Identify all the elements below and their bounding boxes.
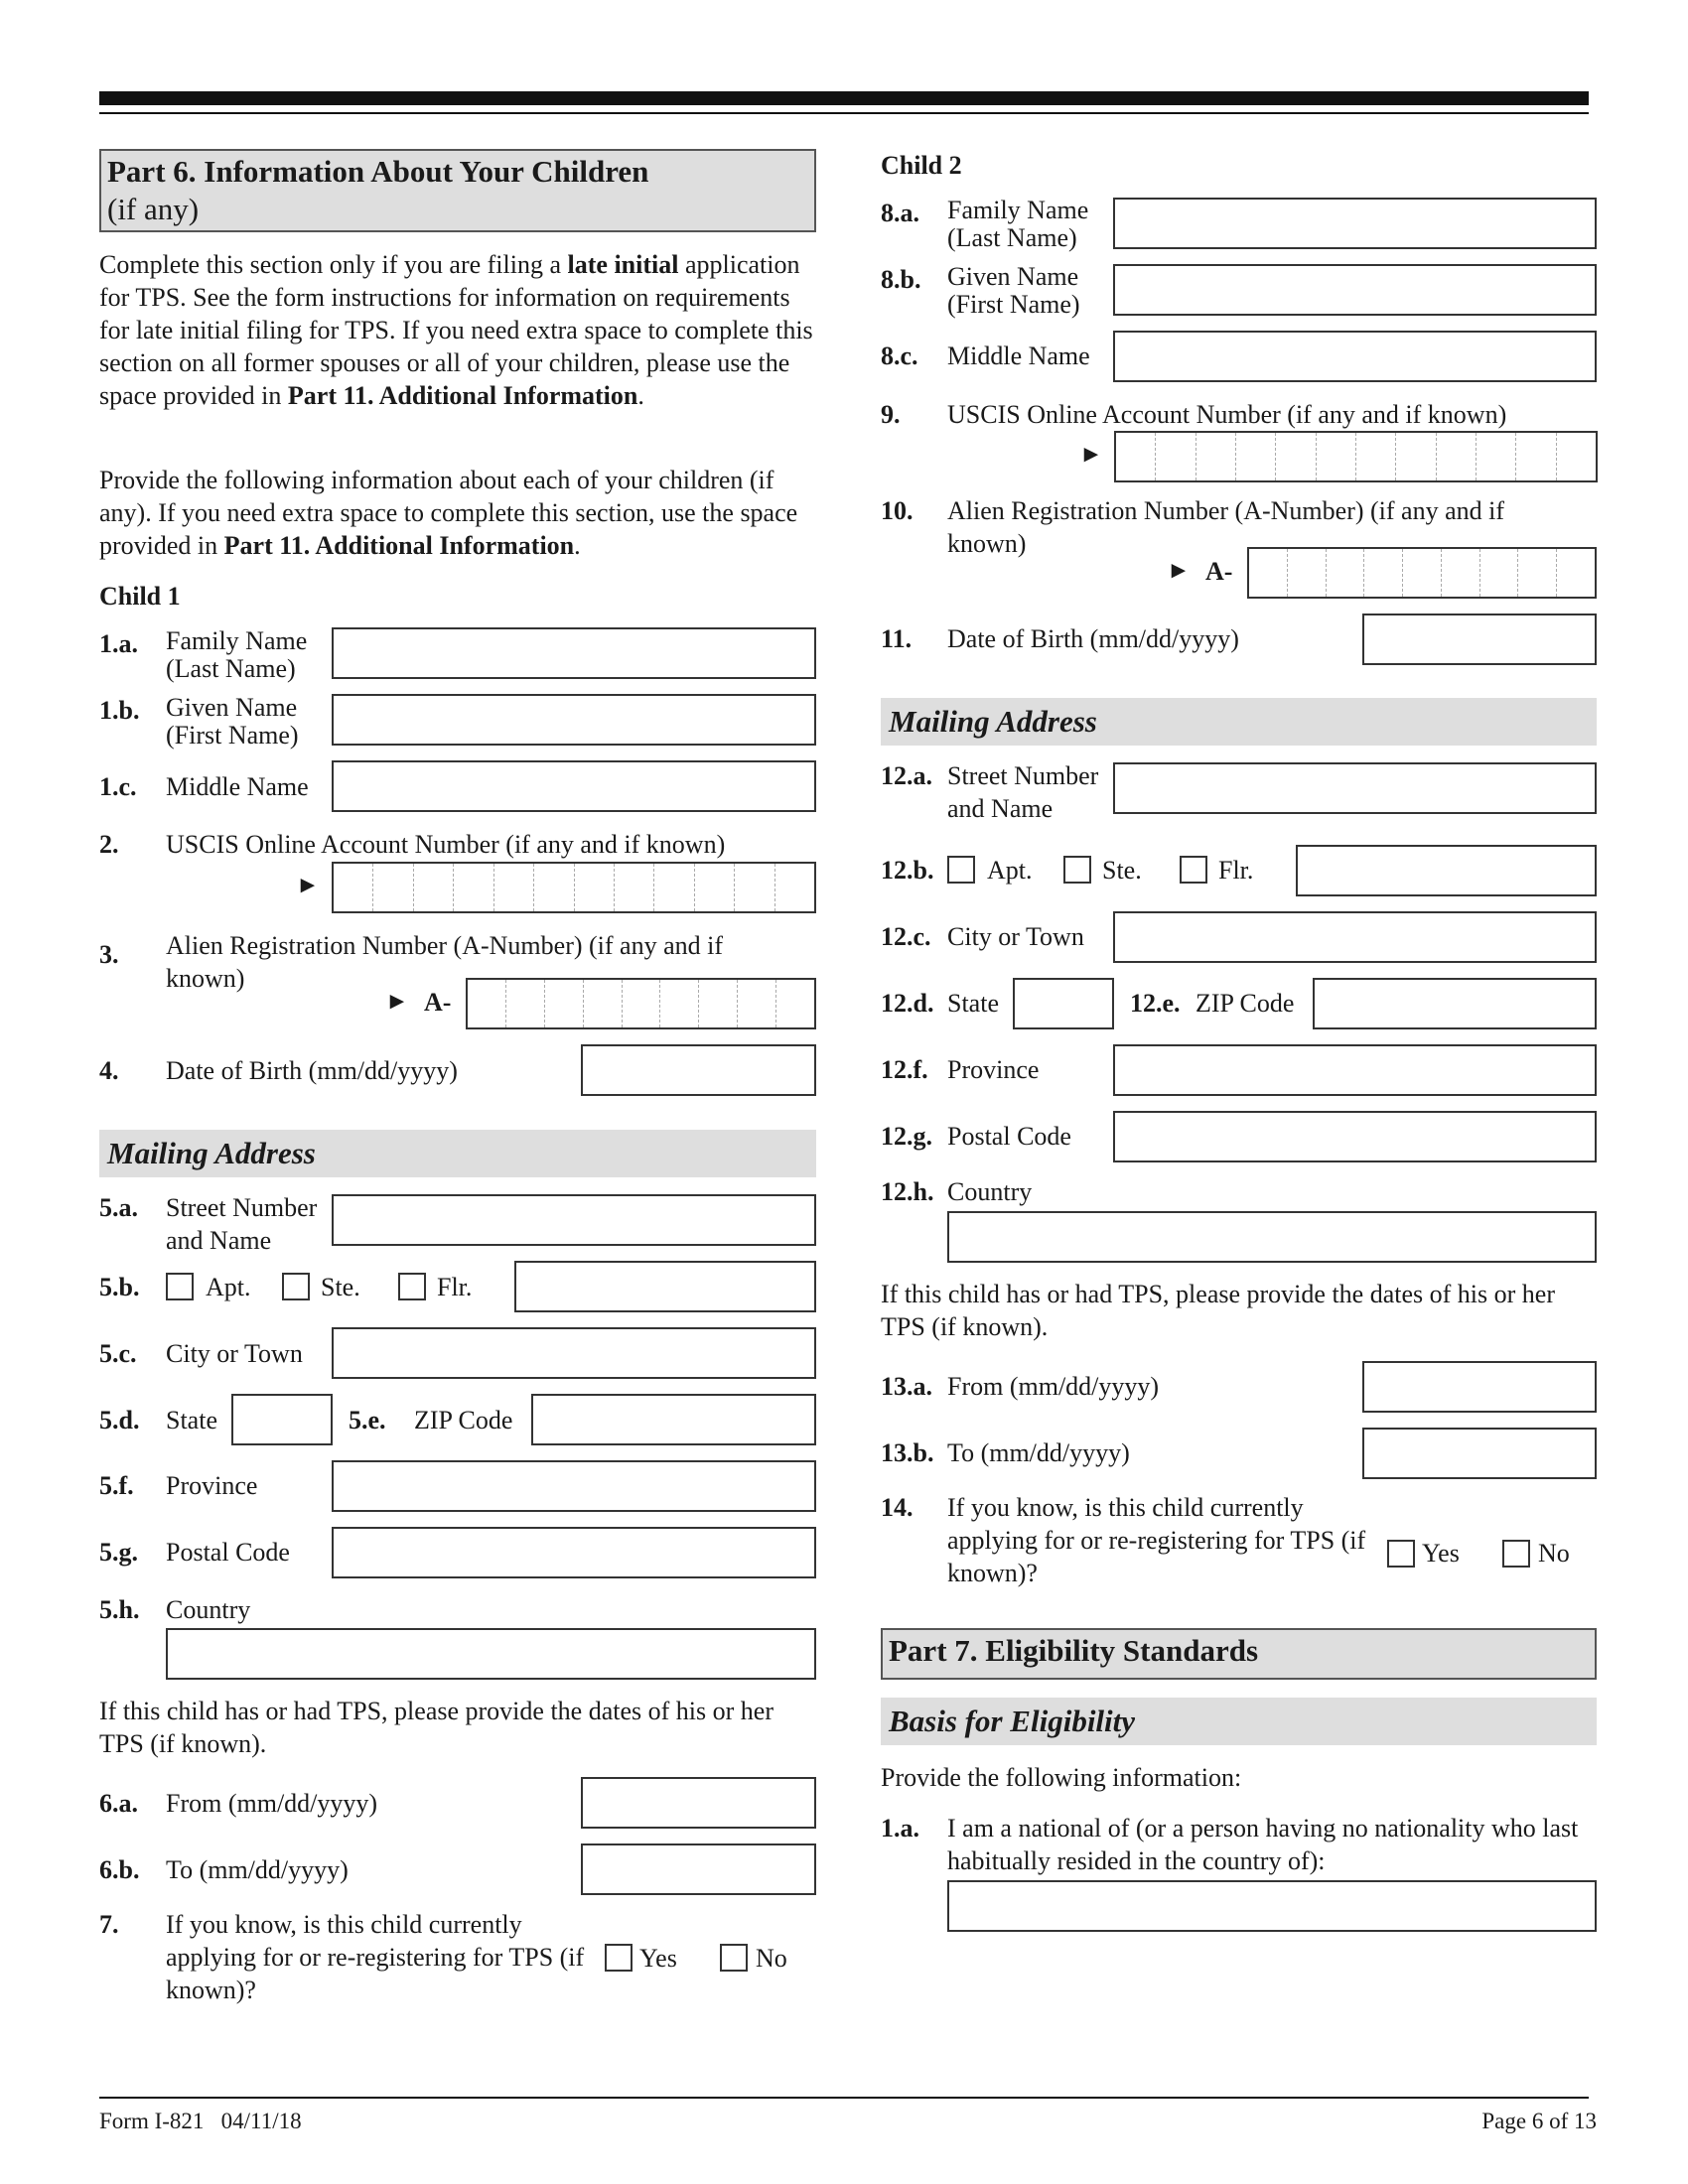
item-14-number: 14. — [881, 1493, 914, 1522]
dob-label: Date of Birth (mm/dd/yyyy) — [947, 624, 1239, 653]
intro1-text-c: application for TPS. See the form instructions for information on requirements for late initial filing for TPS. If you need extra space to complete this section on all former spouses or all of your children, please use the space provided in — [99, 250, 813, 410]
child1-family-name-input[interactable] — [332, 627, 816, 679]
child2-postal-input[interactable] — [1113, 1111, 1597, 1162]
item-12b-number: 12.b. — [881, 856, 934, 885]
item-8c-number: 8.c. — [881, 341, 918, 370]
zip-label: ZIP Code — [414, 1406, 513, 1434]
flr-checkbox[interactable] — [398, 1273, 426, 1300]
child1-mailing-heading: Mailing Address — [99, 1130, 816, 1177]
a-prefix: A- — [424, 988, 452, 1017]
no-checkbox[interactable] — [1502, 1540, 1530, 1568]
given-name-label-l1: Given Name — [166, 693, 298, 722]
arrow-icon: ► — [1079, 442, 1103, 468]
item-2-number: 2. — [99, 830, 119, 859]
item-1b-number: 1.b. — [99, 696, 140, 725]
child1-street-input[interactable] — [332, 1194, 816, 1246]
child1-uscis-account-input[interactable] — [332, 862, 816, 913]
item-9-number: 9. — [881, 400, 901, 429]
province-label: Province — [166, 1471, 258, 1500]
ste-label: Ste. — [321, 1273, 360, 1301]
child1-city-input[interactable] — [332, 1327, 816, 1379]
given-name-label-l2: (First Name) — [947, 290, 1080, 319]
child1-to-input[interactable] — [581, 1843, 816, 1895]
street-label — [166, 1191, 317, 1257]
intro2-bold-b: Part 11. Additional Information — [223, 531, 575, 560]
part6-intro-1 — [99, 248, 816, 412]
ste-label: Ste. — [1102, 856, 1142, 885]
family-name-label-l2: (Last Name) — [947, 223, 1077, 252]
child1-from-input[interactable] — [581, 1777, 816, 1829]
city-label: City or Town — [166, 1339, 303, 1368]
national-country-input[interactable] — [947, 1880, 1597, 1932]
item-7-number: 7. — [99, 1910, 119, 1939]
ste-checkbox[interactable] — [282, 1273, 310, 1300]
item-4-number: 4. — [99, 1056, 119, 1085]
arrow-icon: ► — [1167, 558, 1191, 584]
country-label: Country — [947, 1177, 1033, 1206]
from-label: From (mm/dd/yyyy) — [947, 1372, 1160, 1401]
child1-dob-input[interactable] — [581, 1044, 816, 1096]
item-5g-number: 5.g. — [99, 1538, 138, 1567]
child2-city-input[interactable] — [1113, 911, 1597, 963]
item-5a-number: 5.a. — [99, 1193, 138, 1222]
postal-label: Postal Code — [947, 1122, 1071, 1151]
arrow-icon: ► — [296, 873, 320, 898]
child1-tps-note: If this child has or had TPS, please provide the dates of his or her TPS (if known). — [99, 1697, 774, 1758]
item-13b-number: 13.b. — [881, 1438, 934, 1467]
child1-given-name-input[interactable] — [332, 694, 816, 746]
no-label: No — [756, 1944, 787, 1973]
child2-province-input[interactable] — [1113, 1044, 1597, 1096]
child2-state-input[interactable] — [1013, 978, 1114, 1029]
part6-subtitle: (if any) — [107, 192, 200, 226]
footer-form-id: Form I-821 04/11/18 — [99, 2109, 302, 2133]
child2-unit-input[interactable] — [1296, 845, 1597, 896]
arrow-icon: ► — [385, 989, 409, 1015]
item-8b-number: 8.b. — [881, 265, 921, 294]
item-12e-number: 12.e. — [1130, 989, 1181, 1018]
state-label: State — [947, 989, 999, 1018]
intro1-text-e: . — [637, 381, 644, 410]
footer-rule — [99, 2097, 1589, 2099]
item-3-number: 3. — [99, 940, 119, 969]
child2-from-input[interactable] — [1362, 1361, 1597, 1413]
middle-name-label: Middle Name — [947, 341, 1090, 370]
child2-given-name-input[interactable] — [1113, 264, 1597, 316]
street-label — [947, 759, 1098, 825]
child1-postal-input[interactable] — [332, 1527, 816, 1578]
child2-dob-input[interactable] — [1362, 614, 1597, 665]
intro1-text-a: Complete this section only if you are filing a — [99, 250, 568, 279]
state-label: State — [166, 1406, 217, 1434]
item-1a-number: 1.a. — [99, 629, 138, 658]
part6-title: Part 6. Information About Your Children — [107, 154, 649, 189]
apt-label: Apt. — [206, 1273, 251, 1301]
item-5f-number: 5.f. — [99, 1471, 134, 1500]
intro1-bold-d: Part 11. Additional Information — [287, 381, 638, 410]
family-name-label-l1: Family Name — [947, 196, 1089, 224]
item-10-number: 10. — [881, 496, 914, 525]
part7-header — [881, 1628, 1597, 1680]
no-checkbox[interactable] — [720, 1944, 748, 1972]
family-name-label-l1: Family Name — [166, 626, 308, 655]
given-name-label — [166, 694, 299, 750]
item-12h-number: 12.h. — [881, 1177, 934, 1206]
child1-heading: Child 1 — [99, 582, 181, 611]
apt-checkbox[interactable] — [947, 856, 975, 884]
middle-name-label: Middle Name — [166, 772, 309, 801]
child2-country-input[interactable] — [947, 1211, 1597, 1263]
child2-heading: Child 2 — [881, 151, 962, 180]
family-name-label — [947, 197, 1088, 252]
footer-page-number: Page 6 of 13 — [1481, 2109, 1597, 2133]
yes-checkbox[interactable] — [1387, 1540, 1415, 1568]
item-5h-number: 5.h. — [99, 1595, 140, 1624]
child2-zip-input[interactable] — [1313, 978, 1597, 1029]
no-label: No — [1538, 1539, 1570, 1568]
item-5c-number: 5.c. — [99, 1339, 137, 1368]
given-name-label-l1: Given Name — [947, 262, 1079, 291]
applying-question: If you know, is this child currently applying for or re-registering for TPS (if known)? — [947, 1493, 1366, 1587]
ste-checkbox[interactable] — [1063, 856, 1091, 884]
to-label: To (mm/dd/yyyy) — [166, 1855, 349, 1884]
child1-a-number-input[interactable] — [466, 978, 816, 1029]
applying-question: If you know, is this child currently applying for or re-registering for TPS (if known)? — [166, 1910, 585, 2004]
item-11-number: 11. — [881, 624, 913, 653]
provide-info-text: Provide the following information: — [881, 1763, 1242, 1792]
a-number-label: Alien Registration Number (A-Number) (if any and if known) — [166, 931, 724, 993]
given-name-label — [947, 263, 1080, 319]
to-label: To (mm/dd/yyyy) — [947, 1438, 1130, 1467]
child1-province-input[interactable] — [332, 1460, 816, 1512]
item-12a-number: 12.a. — [881, 761, 932, 790]
postal-label: Postal Code — [166, 1538, 290, 1567]
child2-uscis-account-input[interactable] — [1114, 431, 1598, 482]
top-thin-rule — [99, 112, 1589, 114]
family-name-label-l2: (Last Name) — [166, 654, 296, 683]
child1-middle-name-input[interactable] — [332, 760, 816, 812]
item-5e-number: 5.e. — [349, 1406, 386, 1434]
uscis-account-label: USCIS Online Account Number (if any and if known) — [947, 400, 1507, 429]
flr-checkbox[interactable] — [1180, 856, 1207, 884]
from-label: From (mm/dd/yyyy) — [166, 1789, 378, 1818]
child2-a-number-input[interactable] — [1247, 547, 1597, 599]
item-12f-number: 12.f. — [881, 1055, 928, 1084]
apt-checkbox[interactable] — [166, 1273, 194, 1300]
child2-middle-name-input[interactable] — [1113, 331, 1597, 382]
item-7-1a-number: 1.a. — [881, 1814, 919, 1843]
part6-intro-2 — [99, 464, 816, 562]
item-5b-number: 5.b. — [99, 1273, 140, 1301]
flr-label: Flr. — [437, 1273, 473, 1301]
family-name-label — [166, 627, 307, 683]
item-1c-number: 1.c. — [99, 772, 137, 801]
uscis-account-label: USCIS Online Account Number (if any and if known) — [166, 830, 726, 859]
a-number-label: Alien Registration Number (A-Number) (if any and if known) — [947, 496, 1505, 558]
item-6b-number: 6.b. — [99, 1855, 140, 1884]
child2-family-name-input[interactable] — [1113, 198, 1597, 249]
top-thick-rule — [99, 91, 1589, 105]
part7-title: Part 7. Eligibility Standards — [889, 1633, 1259, 1668]
apt-label: Apt. — [987, 856, 1033, 885]
part6-header — [99, 149, 816, 232]
city-label: City or Town — [947, 922, 1084, 951]
item-6a-number: 6.a. — [99, 1789, 138, 1818]
given-name-label-l2: (First Name) — [166, 721, 299, 750]
basis-heading: Basis for Eligibility — [881, 1698, 1597, 1745]
item-12g-number: 12.g. — [881, 1122, 932, 1151]
zip-label: ZIP Code — [1196, 989, 1295, 1018]
item-13a-number: 13.a. — [881, 1372, 932, 1401]
child2-street-input[interactable] — [1113, 762, 1597, 814]
province-label: Province — [947, 1055, 1040, 1084]
a-prefix: A- — [1205, 557, 1233, 586]
yes-checkbox[interactable] — [605, 1944, 633, 1972]
national-label: I am a national of (or a person having no nationality who last habitually resided in the country of): — [947, 1814, 1579, 1875]
yes-label: Yes — [1422, 1539, 1460, 1568]
item-8a-number: 8.a. — [881, 199, 919, 227]
street-label-l1: Street Number — [166, 1193, 318, 1222]
item-12d-number: 12.d. — [881, 989, 934, 1018]
child1-unit-input[interactable] — [514, 1261, 816, 1312]
item-5d-number: 5.d. — [99, 1406, 140, 1434]
child1-zip-input[interactable] — [531, 1394, 816, 1445]
intro1-bold-b: late initial — [567, 250, 679, 279]
intro2-text-a: Provide the following information about each of your children (if any). If you need extra space to complete this section, use the space provided in — [99, 466, 798, 560]
street-label-l1: Street Number — [947, 761, 1099, 790]
street-label-l2: and Name — [166, 1226, 272, 1255]
child2-mailing-heading: Mailing Address — [881, 698, 1597, 746]
street-label-l2: and Name — [947, 794, 1054, 823]
child2-tps-note: If this child has or had TPS, please provide the dates of his or her TPS (if known). — [881, 1280, 1555, 1341]
country-label: Country — [166, 1595, 251, 1624]
child2-to-input[interactable] — [1362, 1428, 1597, 1479]
intro2-text-c: . — [574, 531, 581, 560]
item-12c-number: 12.c. — [881, 922, 931, 951]
child1-country-input[interactable] — [166, 1628, 816, 1680]
child1-state-input[interactable] — [231, 1394, 333, 1445]
dob-label: Date of Birth (mm/dd/yyyy) — [166, 1056, 458, 1085]
yes-label: Yes — [639, 1944, 677, 1973]
flr-label: Flr. — [1218, 856, 1254, 885]
